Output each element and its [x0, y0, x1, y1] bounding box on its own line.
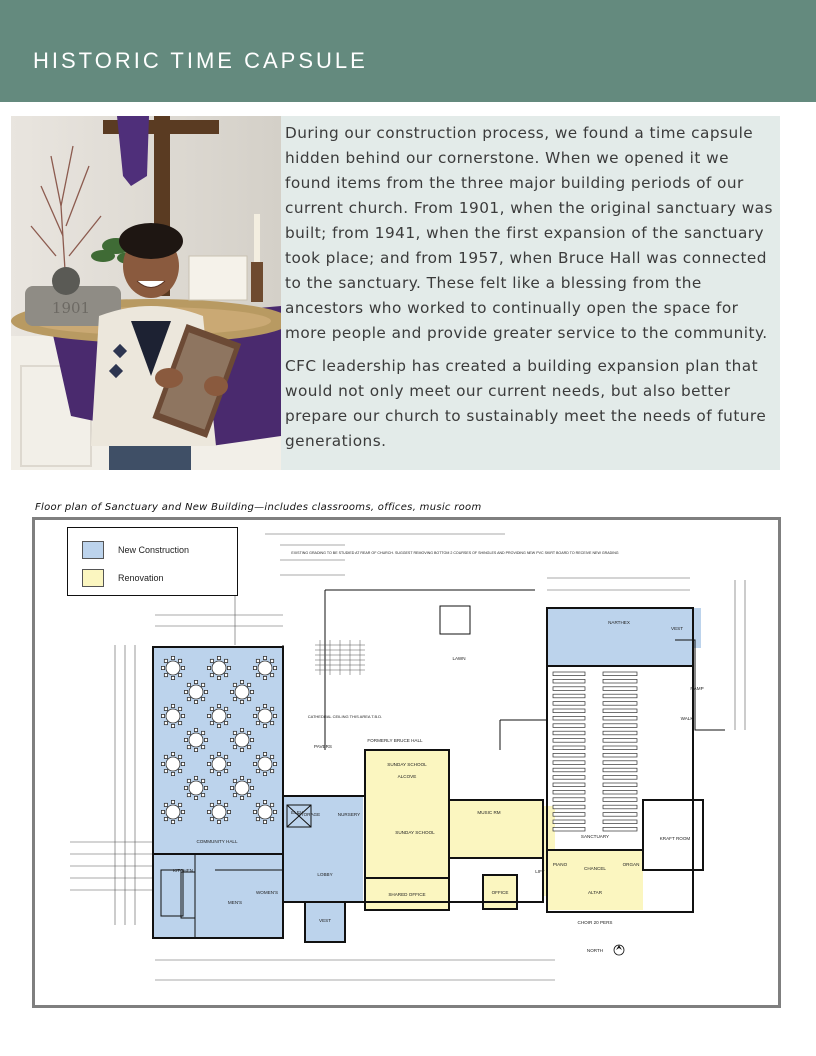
round-table: [207, 704, 230, 727]
pew: [603, 813, 637, 817]
round-table: [253, 656, 276, 679]
label-narthex: NARTHEX: [608, 620, 630, 625]
pew: [603, 805, 637, 809]
article-text: [281, 116, 780, 470]
pew: [553, 702, 585, 706]
pew: [603, 679, 637, 683]
article-paragraph-2: CFC leadership has created a building expansion plan that would not only meet our current needs, but also better prepare our church to sustainably meet the needs of future generations.: [285, 357, 767, 450]
pew: [603, 783, 637, 787]
label-cathedral-note: CATHEDRAL CEILING THIS AREA T.B.D.: [307, 714, 383, 719]
round-table: [207, 656, 230, 679]
legend-label-new: New Construction: [118, 545, 190, 555]
round-table: [184, 680, 207, 703]
pew: [553, 813, 585, 817]
pew: [603, 820, 637, 824]
pew: [553, 768, 585, 772]
round-table: [161, 704, 184, 727]
pew: [603, 694, 637, 698]
pew: [553, 679, 585, 683]
round-table: [184, 776, 207, 799]
label-nursery: NURSERY: [337, 812, 361, 817]
pew: [553, 805, 585, 809]
pew: [553, 783, 585, 787]
label-chancel: CHANCEL: [584, 866, 606, 871]
pew: [603, 724, 637, 728]
label-altar: ALTAR: [587, 890, 603, 895]
pew: [553, 820, 585, 824]
legend-swatch-new: [82, 541, 104, 559]
label-north: NORTH: [586, 948, 604, 953]
pew: [603, 716, 637, 720]
pew: [603, 761, 637, 765]
label-walk: WALK: [680, 716, 694, 721]
pew: [603, 672, 637, 676]
round-table: [253, 704, 276, 727]
pew: [603, 798, 637, 802]
label-regrading-note: EXISTING GRADING TO BE STUDIED AT REAR OF CHURCH. SUGGEST REMOVING BOTTOM 2 COURSES OF SHINGLES AND PROVIDING NEW PVC SKIRT BOARD TO RECEIVE NEW GRADING: [291, 551, 619, 555]
pew: [603, 687, 637, 691]
pew: [553, 716, 585, 720]
label-pavers: PAVERS: [314, 744, 332, 749]
pew: [553, 827, 585, 831]
round-table: [230, 680, 253, 703]
label-music-rm: MUSIC RM: [477, 810, 501, 815]
pew: [553, 746, 585, 750]
pew: [603, 768, 637, 772]
label-storage: STORAGE: [297, 812, 321, 817]
floor-plan: [32, 517, 781, 1008]
label-vest-right: VEST: [671, 626, 683, 631]
round-table: [161, 752, 184, 775]
pew: [603, 776, 637, 780]
label-community-hall: COMMUNITY HALL: [196, 839, 238, 844]
pew: [553, 790, 585, 794]
pew: [553, 731, 585, 735]
label-kitchen: KITCHEN: [172, 868, 194, 873]
label-sunday-school-1: SUNDAY SCHOOL: [387, 762, 427, 767]
cornerstone-text: 1901: [51, 299, 91, 317]
pew: [603, 702, 637, 706]
time-capsule-photo: [11, 116, 281, 470]
pew: [553, 776, 585, 780]
label-alcove: ALCOVE: [397, 774, 417, 779]
label-lawn: LAWN: [452, 656, 466, 661]
label-sanctuary: SANCTUARY: [580, 834, 610, 839]
floor-plan-caption: Floor plan of Sanctuary and New Building—includes classrooms, offices, music room: [35, 502, 482, 513]
legend-label-reno: Renovation: [118, 573, 164, 583]
pew: [603, 790, 637, 794]
header-band: [0, 0, 816, 102]
label-elev: ELEV: [291, 810, 303, 815]
label-organ: ORGAN: [622, 862, 640, 867]
label-formerly-bruce-hall: FORMERLY BRUCE HALL: [367, 738, 423, 743]
label-kraft-room: KRAFT ROOM: [659, 836, 691, 841]
label-office: OFFICE: [491, 890, 509, 895]
plan-legend: [67, 527, 238, 596]
label-choir: CHOIR 20 PERS: [577, 920, 613, 925]
article-paragraph-1: During our construction process, we found a time capsule hidden behind our cornerstone. When we opened it we found items from the three major building periods of our current church. From 1901, when the original sanctuary was built; from 1941, when the first expansion of the sanctuary took place; and from 1957, when Bruce Hall was connected to the sanctuary. These felt like a blessing from the ancestors who worked to continually open the space for more people and provide greater service to the community.: [285, 124, 773, 342]
round-table: [207, 800, 230, 823]
label-ramp: RAMP: [690, 686, 704, 691]
pew: [553, 753, 585, 757]
label-sunday-school-2: SUNDAY SCHOOL: [395, 830, 435, 835]
pew: [603, 753, 637, 757]
label-lobby: LOBBY: [317, 872, 333, 877]
pew: [603, 746, 637, 750]
pew: [603, 827, 637, 831]
round-table: [230, 728, 253, 751]
pew: [603, 709, 637, 713]
pew: [553, 709, 585, 713]
pew: [603, 731, 637, 735]
pew: [553, 687, 585, 691]
legend-item-new: [82, 540, 189, 560]
round-table: [207, 752, 230, 775]
pew: [553, 724, 585, 728]
pew: [553, 694, 585, 698]
pew: [553, 672, 585, 676]
round-table: [230, 776, 253, 799]
label-mens: MEN'S: [227, 900, 243, 905]
pew: [553, 761, 585, 765]
label-lift: LIFT: [535, 869, 545, 874]
pew: [603, 739, 637, 743]
photo-illustration: [11, 116, 281, 470]
round-table: [161, 800, 184, 823]
legend-swatch-reno: [82, 569, 104, 587]
legend-item-reno: [82, 568, 164, 588]
pew: [553, 739, 585, 743]
label-shared-office: SHARED OFFICE: [388, 892, 426, 897]
page-title: HISTORIC TIME CAPSULE: [33, 48, 368, 73]
label-vest-left: VEST: [319, 918, 331, 923]
round-table: [253, 800, 276, 823]
pew: [553, 798, 585, 802]
label-piano: PIANO: [552, 862, 568, 867]
label-womens: WOMEN'S: [255, 890, 279, 895]
round-table: [161, 656, 184, 679]
round-table: [253, 752, 276, 775]
round-table: [184, 728, 207, 751]
